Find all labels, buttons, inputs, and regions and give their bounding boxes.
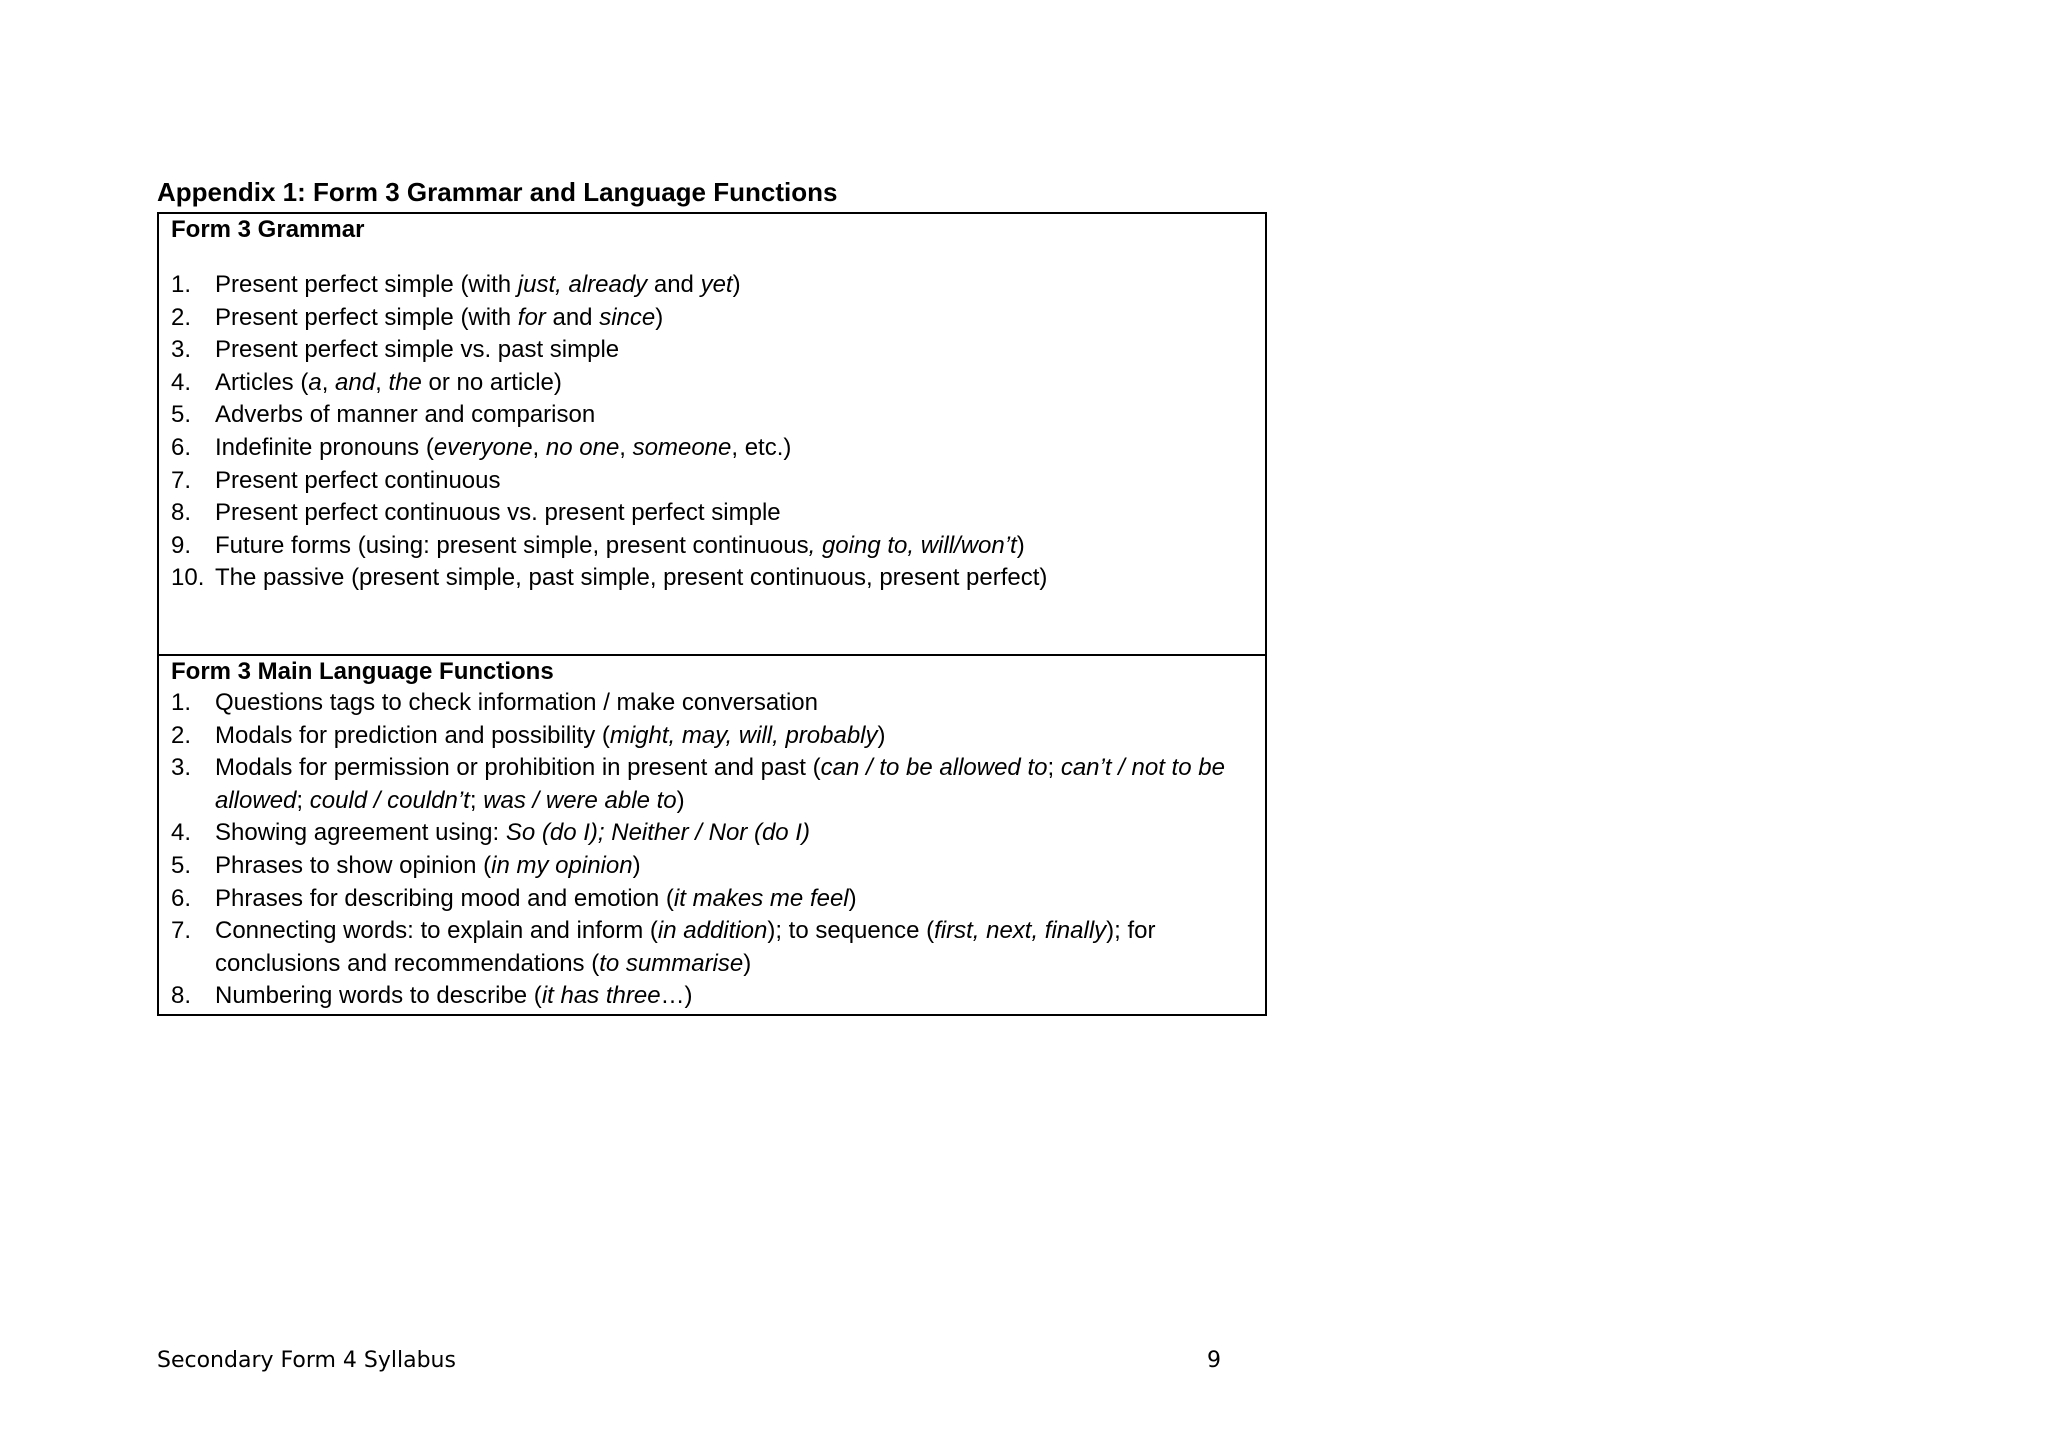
list-number: 10. [171, 564, 205, 592]
text-run: ; [296, 786, 310, 814]
text-run: ) [743, 949, 752, 977]
text-run: Present perfect simple (with [215, 271, 518, 298]
italic-term: in my opinion [491, 851, 633, 879]
italic-term: , going to, will/won’t [808, 531, 1017, 559]
text-run: or no article) [421, 368, 562, 396]
italic-term: So (do I); Neither / Nor (do I) [505, 819, 810, 847]
italic-term: it has three [541, 982, 661, 1010]
list-number: 6. [171, 433, 192, 461]
functions-item [171, 915, 1253, 980]
list-number: 2. [171, 721, 192, 749]
grammar-item [171, 269, 1253, 302]
text-run: ) [1016, 531, 1025, 559]
text-run: Phrases for describing mood and emotion ( [215, 884, 674, 912]
list-number: 5. [171, 851, 192, 879]
list-number: 7. [171, 917, 192, 945]
footer-page-number: 9 [1207, 1348, 1221, 1373]
grammar-title: Form 3 Grammar [171, 216, 365, 243]
grammar-item [171, 465, 1253, 498]
text-run: ) [848, 884, 857, 912]
text-run: ; [1047, 754, 1061, 782]
page-heading: Appendix 1: Form 3 Grammar and Language Functions [157, 177, 838, 207]
italic-term: could / couldn’t [309, 786, 470, 814]
list-number: 7. [171, 466, 192, 494]
italic-term: for [517, 303, 546, 331]
text-run: and [647, 271, 701, 298]
italic-term: and [335, 368, 376, 396]
list-number: 9. [171, 531, 192, 559]
text-run: ); for conclusions and recommendations ( [215, 917, 1156, 977]
italic-term: can / to be allowed to [820, 754, 1048, 782]
italic-term: first, next, finally [934, 917, 1107, 945]
italic-term: just, already [517, 271, 648, 298]
text-run: Modals for permission or prohibition in present and past ( [215, 754, 821, 782]
italic-term: the [388, 368, 422, 396]
text-run: ) [732, 271, 741, 298]
text-run: Questions tags to check information / make conversation [215, 689, 818, 716]
text-run: ); to sequence ( [767, 917, 935, 945]
italic-term: a [308, 368, 322, 396]
grammar-item [171, 302, 1253, 335]
italic-term: everyone [433, 433, 533, 461]
footer-document-title: Secondary Form 4 Syllabus [157, 1348, 456, 1373]
text-run: , [619, 433, 633, 461]
text-run: ; [469, 786, 484, 814]
grammar-list [171, 269, 1253, 595]
functions-item [171, 720, 1253, 753]
grammar-box [157, 212, 1267, 656]
grammar-item [171, 334, 1253, 367]
text-run: Future forms (using: present simple, present continuous [215, 531, 809, 559]
italic-term: it makes me feel [673, 884, 849, 912]
list-number: 6. [171, 884, 192, 912]
text-run: Numbering words to describe ( [215, 982, 542, 1010]
list-number: 3. [171, 336, 192, 364]
text-run: Present perfect simple vs. past simple [215, 336, 620, 364]
list-number: 2. [171, 303, 192, 331]
text-run: ) [877, 721, 886, 749]
list-number: 5. [171, 401, 192, 429]
text-run: and [545, 303, 600, 331]
italic-term: no one [545, 433, 620, 461]
italic-term: someone [632, 433, 732, 461]
text-run: , [375, 368, 389, 396]
text-run: Adverbs of manner and comparison [215, 401, 596, 429]
italic-term: might, may, will, probably [609, 721, 878, 749]
list-number: 1. [171, 271, 192, 298]
list-number: 4. [171, 368, 192, 396]
text-run: The passive (present simple, past simple, present continuous, present perfect) [215, 564, 1048, 592]
text-run: …) [660, 982, 693, 1010]
text-run: Showing agreement using: [215, 819, 506, 847]
text-run: , [532, 433, 546, 461]
functions-item [171, 817, 1253, 850]
text-run: ) [676, 786, 685, 814]
grammar-item [171, 530, 1253, 563]
list-number: 8. [171, 499, 192, 527]
italic-term: since [599, 303, 656, 331]
functions-item [171, 687, 1253, 720]
text-run: Phrases to show opinion ( [215, 851, 492, 879]
functions-title: Form 3 Main Language Functions [171, 658, 554, 685]
italic-term: to summarise [599, 949, 744, 977]
italic-term: can’t / not to be allowed [215, 754, 1225, 814]
text-run: Articles ( [215, 368, 309, 396]
italic-term: was / were able to [483, 786, 677, 814]
text-run: Present perfect continuous vs. present perfect simple [215, 499, 781, 527]
italic-term: in addition [657, 917, 768, 945]
functions-list [171, 687, 1253, 1013]
functions-item [171, 850, 1253, 883]
functions-item [171, 883, 1253, 916]
grammar-item [171, 562, 1253, 595]
functions-item [171, 752, 1253, 817]
text-run: Present perfect continuous [215, 466, 501, 494]
list-number: 3. [171, 754, 192, 782]
text-run: , etc.) [731, 433, 792, 461]
grammar-item [171, 432, 1253, 465]
text-run: ) [655, 303, 664, 331]
grammar-item [171, 367, 1253, 400]
functions-item [171, 980, 1253, 1013]
text-run: Present perfect simple (with [215, 303, 518, 331]
text-run: Modals for prediction and possibility ( [215, 721, 610, 749]
grammar-item [171, 497, 1253, 530]
text-run: Indefinite pronouns ( [215, 433, 434, 461]
text-run: ) [632, 851, 641, 879]
list-number: 1. [171, 689, 192, 716]
list-number: 4. [171, 819, 192, 847]
text-run: Connecting words: to explain and inform ( [215, 917, 658, 945]
list-number: 8. [171, 982, 192, 1010]
grammar-item [171, 399, 1253, 432]
text-run: , [321, 368, 336, 396]
functions-box [157, 654, 1267, 1016]
italic-term: yet [700, 271, 733, 298]
